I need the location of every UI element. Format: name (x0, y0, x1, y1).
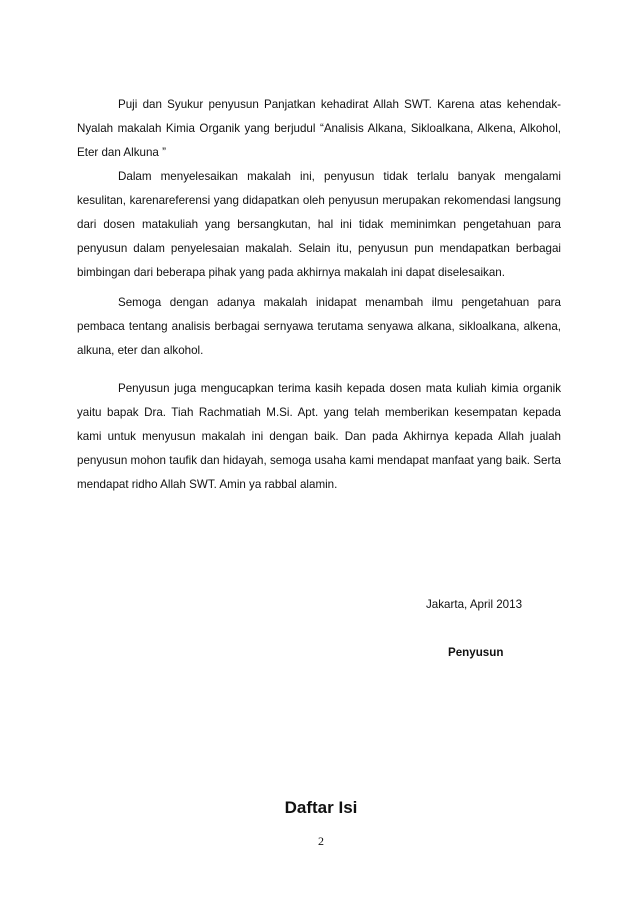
author-signature: Penyusun (448, 646, 504, 659)
table-of-contents-heading: Daftar Isi (284, 798, 358, 817)
preface-paragraph-3: Semoga dengan adanya makalah inidapat menambah ilmu pengetahuan para pembaca tentang analisis berbagai sernyawa terutama senyawa alkana, sikloalkana, alkena, alkuna, eter dan alkohol. (77, 296, 561, 357)
preface-paragraph-4: Penyusun juga mengucapkan terima kasih kepada dosen mata kuliah kimia organik yaitu bapak Dra. Tiah Rachmatiah M.Si. Apt. yang telah memberikan kesempatan kepada kami untuk menyusun makalah ini dengan baik. Dan pada Akhirnya kepada Allah jualah penyusun mohon taufik dan hidayah, semoga usaha kami mendapat manfaat yang baik. Serta mendapat ridho Allah SWT. Amin ya rabbal alamin. (77, 382, 561, 491)
page-number: 2 (318, 834, 324, 848)
preface-paragraph-2: Dalam menyelesaikan makalah ini, penyusun tidak terlalu banyak mengalami kesulitan, karenareferensi yang didapatkan oleh penyusun merupakan rekomendasi langsung dari dosen matakuliah yang bersangkutan, hal ini tidak meminimkan pengetahuan para penyusun dalam penyelesaian makalah. Selain itu, penyusun pun mendapatkan berbagai bimbingan dari beberapa pihak yang pada akhirnya makalah ini dapat diselesaikan. (77, 170, 561, 279)
place-date: Jakarta, April 2013 (426, 598, 523, 611)
preface-paragraph-1: Puji dan Syukur penyusun Panjatkan kehadirat Allah SWT. Karena atas kehendak-Nyalah makalah Kimia Organik yang berjudul “Analisis Alkana, Sikloalkana, Alkena, Alkohol, Eter dan Alkuna ” (77, 98, 561, 159)
